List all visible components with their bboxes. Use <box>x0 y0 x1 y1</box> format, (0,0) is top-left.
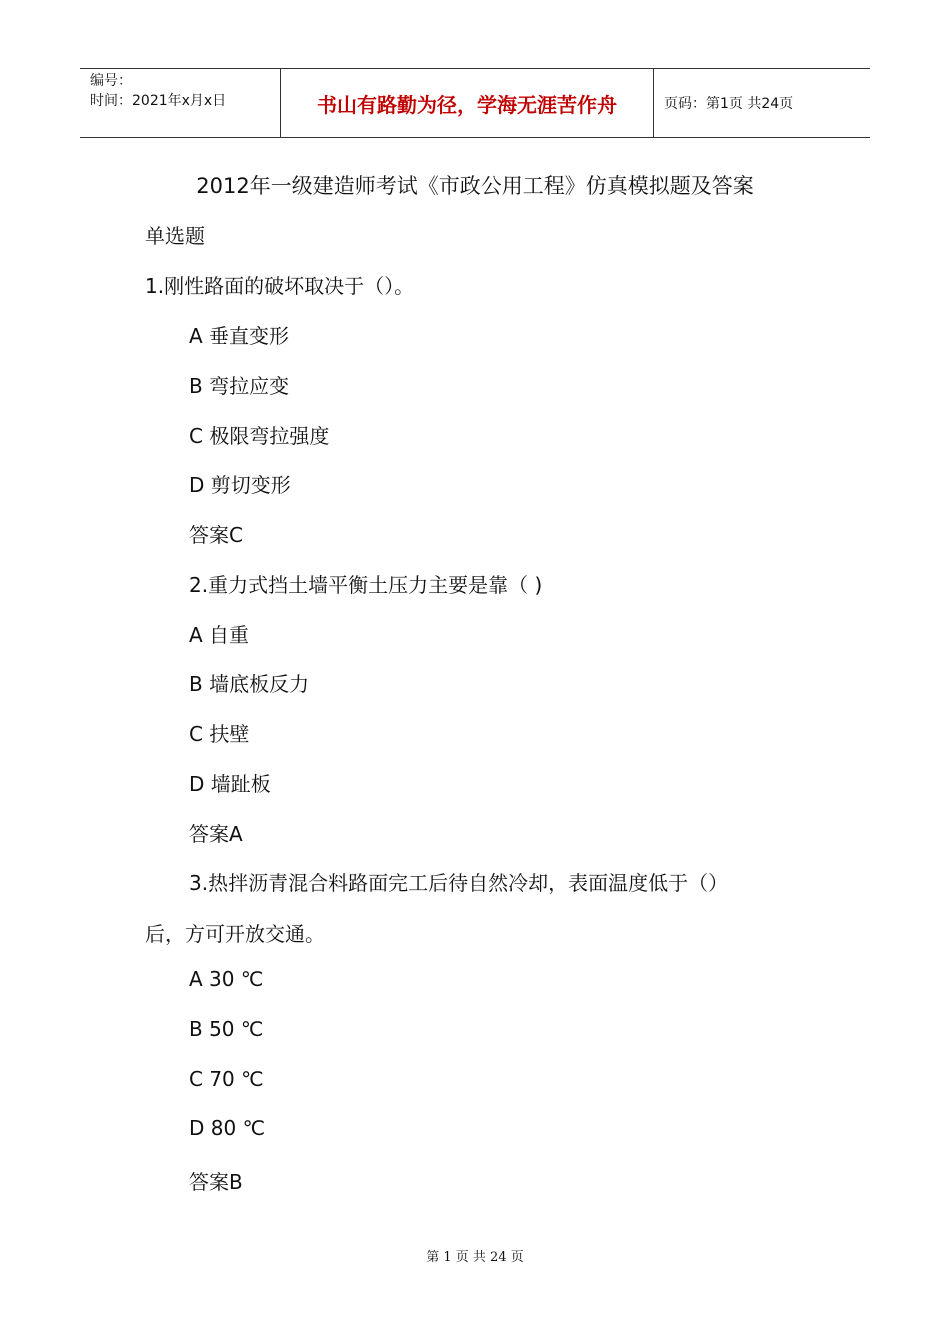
question-2-answer: 答案A <box>189 822 243 846</box>
question-3-option-a: A 30 ℃ <box>189 967 264 991</box>
question-3-option-b: B 50 ℃ <box>189 1017 264 1041</box>
section-heading: 单选题 <box>145 224 205 248</box>
page-info-cell <box>654 69 870 137</box>
question-3-answer: 答案B <box>189 1170 243 1194</box>
motto-cell <box>281 69 654 137</box>
question-3-option-c: C 70 ℃ <box>189 1067 264 1091</box>
question-1-option-b: B 弯拉应变 <box>189 374 290 398</box>
question-2-option-c: C 扶壁 <box>189 722 250 746</box>
time-label: 时间：2021年x月x日 <box>90 93 227 109</box>
question-1-stem: 1.刚性路面的破坏取决于（）。 <box>145 274 415 298</box>
question-3-option-d: D 80 ℃ <box>189 1116 266 1140</box>
page-footer: 第 1 页 共 24 页 <box>426 1250 524 1265</box>
question-3-stem-continued: 后，方可开放交通。 <box>145 922 325 946</box>
page-info: 页码：第1页 共24页 <box>664 96 794 112</box>
question-3-stem: 3.热拌沥青混合料路面完工后待自然冷却，表面温度低于（） <box>189 871 729 895</box>
question-1-answer: 答案C <box>189 523 243 547</box>
question-2-option-d: D 墙趾板 <box>189 772 271 796</box>
question-2-stem: 2.重力式挡土墙平衡土压力主要是靠（ ) <box>189 573 543 597</box>
question-1-option-a: A 垂直变形 <box>189 324 290 348</box>
question-2-option-a: A 自重 <box>189 623 250 647</box>
header-meta-cell <box>80 69 281 137</box>
motto-text: 书山有路勤为径，学海无涯苦作舟 <box>317 92 617 117</box>
question-1-option-d: D 剪切变形 <box>189 473 291 497</box>
header-table <box>80 68 870 138</box>
question-2-option-b: B 墙底板反力 <box>189 672 310 696</box>
question-1-option-c: C 极限弯拉强度 <box>189 424 330 448</box>
document-title: 2012年一级建造师考试《市政公用工程》仿真模拟题及答案 <box>196 174 754 198</box>
number-label: 编号： <box>90 73 132 89</box>
